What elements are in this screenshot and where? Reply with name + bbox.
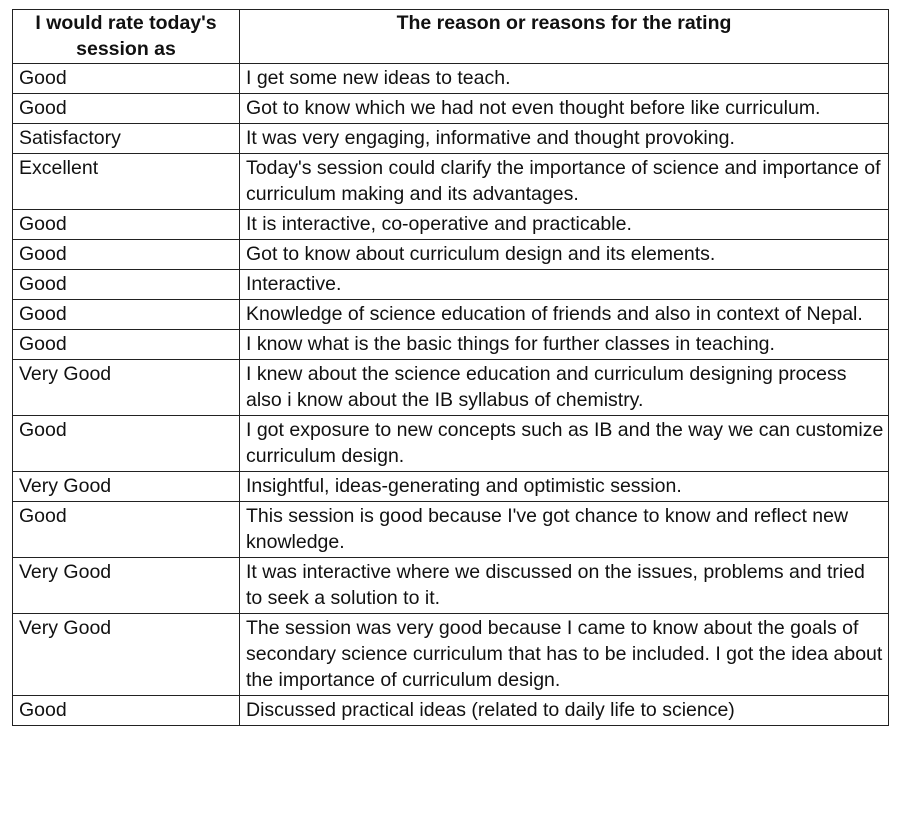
rating-cell: Very Good (13, 360, 240, 416)
rating-cell: Good (13, 64, 240, 94)
rating-cell: Good (13, 240, 240, 270)
session-rating-table (12, 9, 889, 726)
reason-cell: Knowledge of science education of friends and also in context of Nepal. (240, 300, 889, 330)
rating-cell: Good (13, 210, 240, 240)
reason-cell: Insightful, ideas-generating and optimistic session. (240, 472, 889, 502)
rating-cell: Good (13, 300, 240, 330)
table-row (13, 558, 889, 614)
reason-cell: This session is good because I've got chance to know and reflect new knowledge. (240, 502, 889, 558)
table-row (13, 270, 889, 300)
table-row (13, 94, 889, 124)
header-reason: The reason or reasons for the rating (240, 10, 889, 64)
rating-cell: Very Good (13, 614, 240, 696)
table-row (13, 360, 889, 416)
reason-cell: I know what is the basic things for further classes in teaching. (240, 330, 889, 360)
reason-cell: Got to know which we had not even thought before like curriculum. (240, 94, 889, 124)
table-row (13, 64, 889, 94)
reason-cell: Discussed practical ideas (related to daily life to science) (240, 696, 889, 726)
reason-cell: The session was very good because I came to know about the goals of secondary science curriculum that has to be included. I got the idea about the importance of curriculum design. (240, 614, 889, 696)
table-row (13, 472, 889, 502)
reason-cell: I got exposure to new concepts such as IB and the way we can customize curriculum design. (240, 416, 889, 472)
reason-cell: I get some new ideas to teach. (240, 64, 889, 94)
rating-cell: Satisfactory (13, 124, 240, 154)
table-row (13, 502, 889, 558)
reason-cell: It was interactive where we discussed on the issues, problems and tried to seek a solution to it. (240, 558, 889, 614)
rating-cell: Good (13, 94, 240, 124)
reason-cell: It was very engaging, informative and thought provoking. (240, 124, 889, 154)
table-row (13, 154, 889, 210)
rating-cell: Good (13, 270, 240, 300)
rating-cell: Good (13, 416, 240, 472)
rating-cell: Very Good (13, 558, 240, 614)
rating-cell: Good (13, 330, 240, 360)
reason-cell: Got to know about curriculum design and its elements. (240, 240, 889, 270)
table-row (13, 330, 889, 360)
rating-cell: Excellent (13, 154, 240, 210)
table-row (13, 124, 889, 154)
table-row (13, 416, 889, 472)
table-row (13, 240, 889, 270)
reason-cell: I knew about the science education and curriculum designing process also i know about the IB syllabus of chemistry. (240, 360, 889, 416)
reason-cell: Today's session could clarify the importance of science and importance of curriculum making and its advantages. (240, 154, 889, 210)
header-rating: I would rate today's session as (13, 10, 240, 64)
table-row (13, 696, 889, 726)
table-header-row (13, 10, 889, 64)
table-row (13, 614, 889, 696)
reason-cell: It is interactive, co-operative and practicable. (240, 210, 889, 240)
rating-cell: Good (13, 502, 240, 558)
rating-cell: Good (13, 696, 240, 726)
reason-cell: Interactive. (240, 270, 889, 300)
table-row (13, 300, 889, 330)
table-row (13, 210, 889, 240)
rating-cell: Very Good (13, 472, 240, 502)
